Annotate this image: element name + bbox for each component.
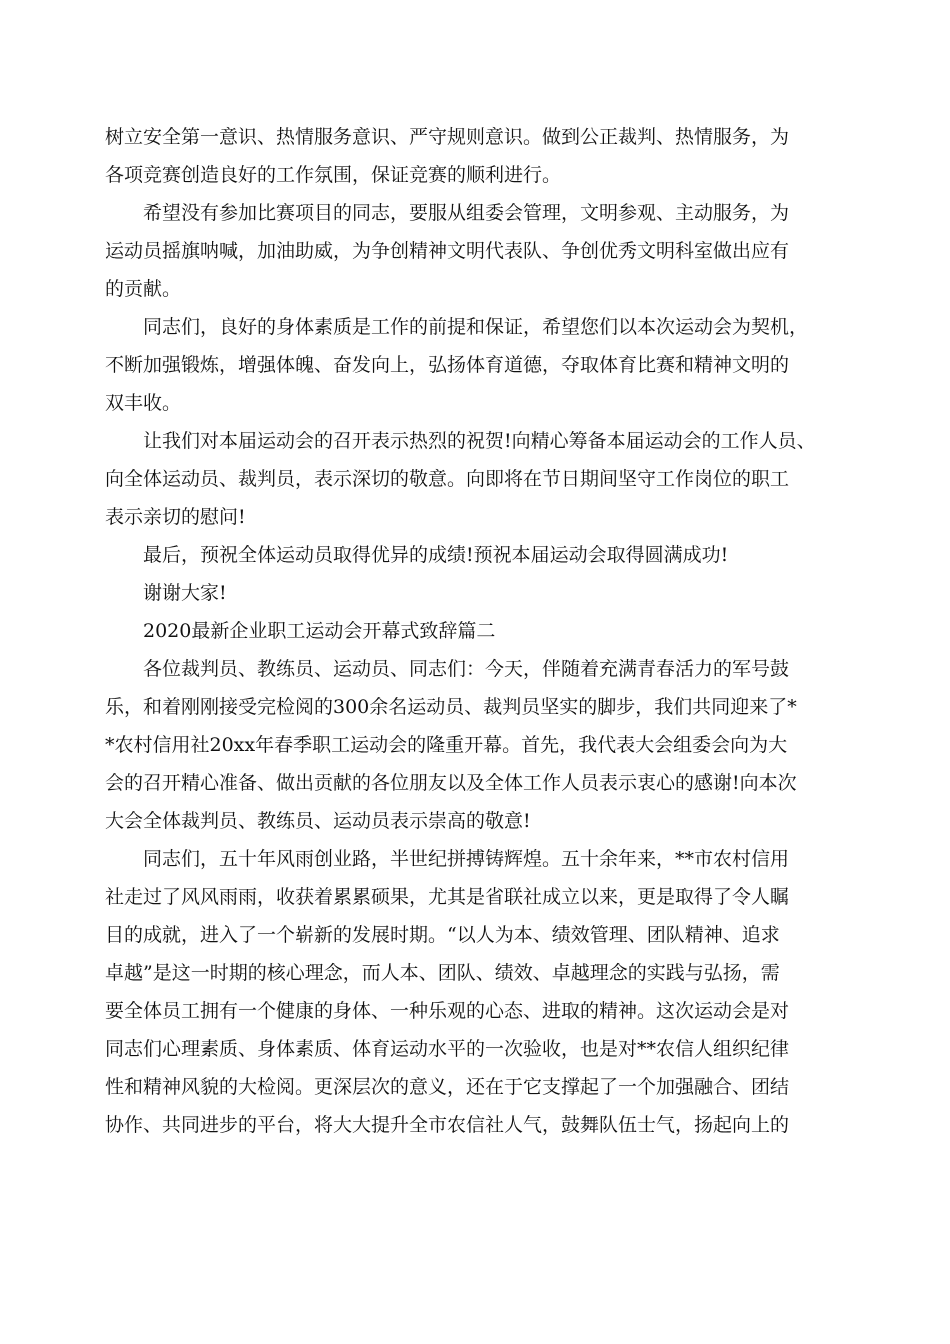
text-line: 运动员摇旗呐喊，加油助威，为争创精神文明代表队、争创优秀文明科室做出应有: [105, 240, 790, 262]
text-line: 树立安全第一意识、热情服务意识、严守规则意识。做到公正裁判、热情服务，为: [105, 126, 790, 148]
text-line: 谢谢大家!: [143, 582, 227, 604]
text-line: 要全体员工拥有一个健康的身体、一种乐观的心态、进取的精神。这次运动会是对: [105, 1000, 790, 1022]
text-line: 的贡献。: [105, 278, 182, 300]
text-line: 各项竞赛创造良好的工作氛围，保证竞赛的顺利进行。: [105, 164, 562, 186]
paragraph-8: [105, 650, 865, 840]
text-line: 社走过了风风雨雨，收获着累累硕果，尤其是省联社成立以来，更是取得了令人瞩: [105, 886, 790, 908]
paragraph-9: [105, 840, 865, 1144]
text-line: 目的成就，进入了一个崭新的发展时期。“以人为本、绩效管理、团队精神、追求: [105, 924, 780, 946]
paragraph-3: [105, 308, 865, 422]
text-line: 各位裁判员、教练员、运动员、同志们：今天，伴随着充满青春活力的军号鼓: [143, 658, 790, 680]
text-line: 同志们，良好的身体素质是工作的前提和保证，希望您们以本次运动会为契机，: [143, 316, 809, 338]
section-heading: [105, 612, 865, 650]
text-line: 表示亲切的慰问!: [105, 506, 246, 528]
text-line: 卓越”是这一时期的核心理念，而人本、团队、绩效、卓越理念的实践与弘扬，需: [105, 962, 780, 984]
text-line: 让我们对本届运动会的召开表示热烈的祝贺!向精心筹备本届运动会的工作人员、: [143, 430, 816, 452]
text-line: 2020最新企业职工运动会开幕式致辞篇二: [143, 620, 496, 642]
text-line: 不断加强锻炼，增强体魄、奋发向上，弘扬体育道德，夺取体育比赛和精神文明的: [105, 354, 790, 376]
text-line: 双丰收。: [105, 392, 182, 414]
text-line: 乐，和着刚刚接受完检阅的300余名运动员、裁判员坚实的脚步，我们共同迎来了*: [105, 696, 797, 718]
text-line: 大会全体裁判员、教练员、运动员表示崇高的敬意!: [105, 810, 531, 832]
text-line: 向全体运动员、裁判员，表示深切的敬意。向即将在节日期间坚守工作岗位的职工: [105, 468, 790, 490]
paragraph-6: [105, 574, 865, 612]
text-line: 同志们心理素质、身体素质、体育运动水平的一次验收，也是对**农信人组织纪律: [105, 1038, 790, 1060]
text-line: 同志们，五十年风雨创业路，半世纪拼搏铸辉煌。五十余年来，**市农村信用: [143, 848, 790, 870]
document-body: [105, 118, 865, 1144]
text-line: 希望没有参加比赛项目的同志，要服从组委会管理，文明参观、主动服务，为: [143, 202, 790, 224]
text-line: 最后，预祝全体运动员取得优异的成绩!预祝本届运动会取得圆满成功!: [143, 544, 729, 566]
text-line: 协作、共同进步的平台，将大大提升全市农信社人气，鼓舞队伍士气，扬起向上的: [105, 1114, 790, 1136]
text-line: *农村信用社20xx年春季职工运动会的隆重开幕。首先，我代表大会组委会向为大: [105, 734, 788, 756]
text-line: 性和精神风貌的大检阅。更深层次的意义，还在于它支撑起了一个加强融合、团结: [105, 1076, 790, 1098]
paragraph-5: [105, 536, 865, 574]
text-line: 会的召开精心准备、做出贡献的各位朋友以及全体工作人员表示衷心的感谢!向本次: [105, 772, 797, 794]
paragraph-4: [105, 422, 865, 536]
paragraph-1: [105, 118, 865, 194]
paragraph-2: [105, 194, 865, 308]
